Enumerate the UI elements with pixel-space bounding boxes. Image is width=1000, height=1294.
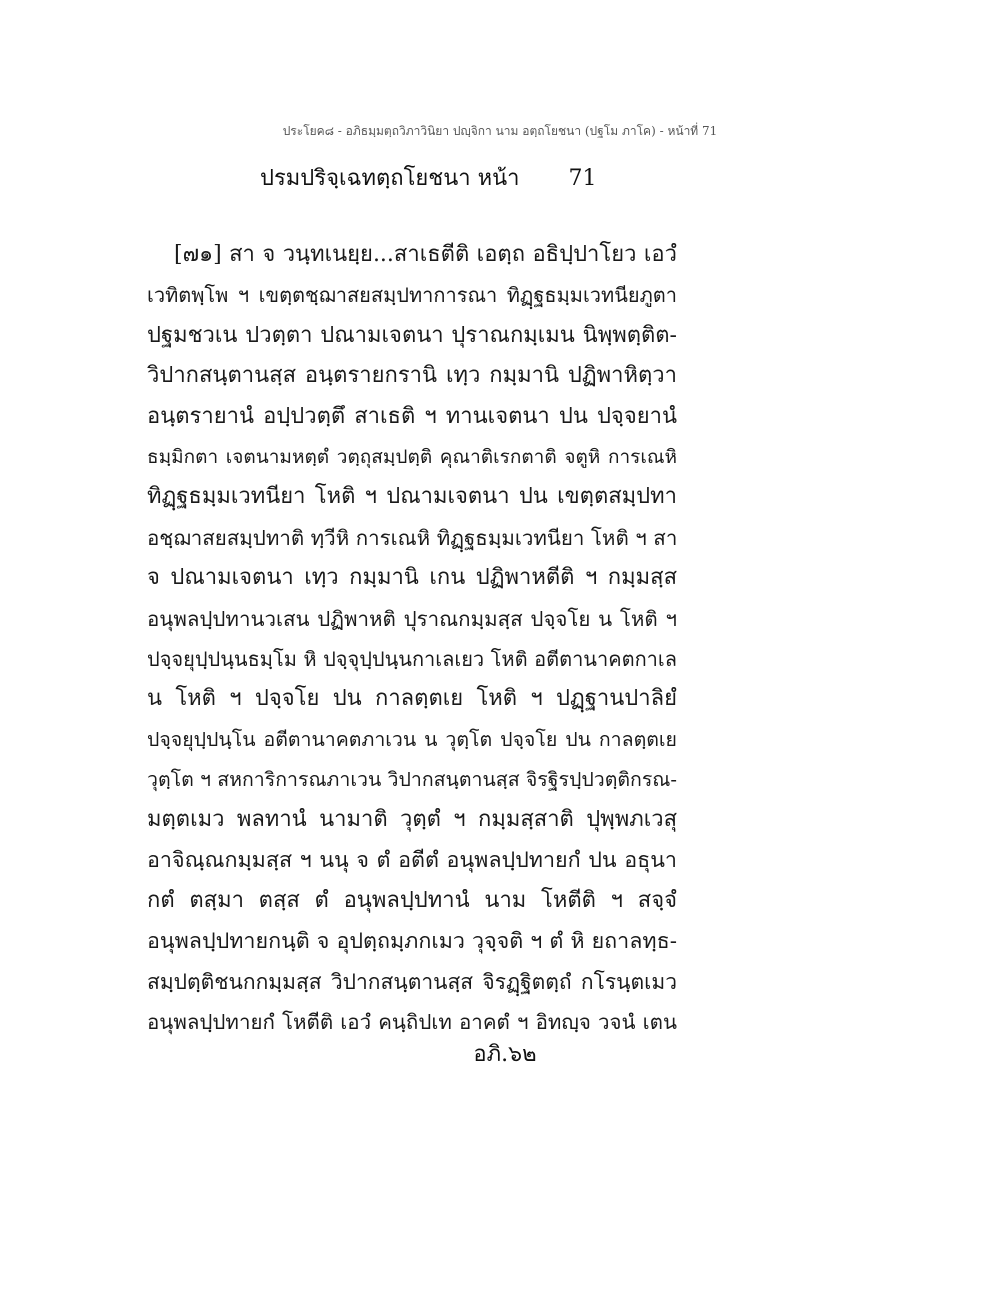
body-text [147,235,677,1043]
text-line: อนุพลปฺปทายกนฺติ จ อุปตฺถมฺภกเมว วุจฺจติ ฯ ตํ หิ ยถาลทฺธ- [147,928,677,954]
text-line: เวทิตพฺโพ ฯ เขตฺตชฺฌาสยสมฺปทาการณา ทิฏฺฐธมฺมเวทนียภูตา [147,283,677,308]
text-line: วุตฺโต ฯ สหการิการณภาเวน วิปากสนฺตานสฺส จิรฐิรปฺปวตฺติกรณ- [147,768,677,792]
text-line: จ ปณามเจตนา เทฺว กมฺมานิ เกน ปฏิพาหตีติ ฯ กมฺมสฺส [147,565,677,591]
text-line: อาจิณฺณกมฺมสฺส ฯ นนุ จ ตํ อตีตํ อนุพลปฺปทายกํ ปน อธุนา [147,847,677,873]
text-line: ปจฺจยุปฺปนฺโน อตีตานาคตภาเวน น วุตฺโต ปจฺจโย ปน กาลตฺตเย [147,727,677,751]
text-line: สมฺปตฺติชนกกมฺมสฺส วิปากสนฺตานสฺส จิรฏฺฐิตตฺถํ กโรนฺตเมว [147,970,677,995]
text-line: อนุพลปฺปทายกํ โหตีติ เอวํ คนฺถิปเท อาคตํ ฯ อิทญฺจ วจนํ เตน [147,1010,677,1035]
text-line: น โหติ ฯ ปจฺจโย ปน กาลตฺตเย โหติ ฯ ปฏฺฐานปาลิยํ [147,686,677,712]
text-line: อนุพลปฺปทานวเสน ปฏิพาหติ ปุราณกมฺมสฺส ปจฺจโย น โหติ ฯ [147,606,677,631]
text-line: กตํ ตสฺมา ตสฺส ตํ อนุพลปฺปทานํ นาม โหตีติ ฯ สจฺจํ [147,888,677,914]
text-line: วิปากสนฺตานสฺส อนฺตรายกรานิ เทฺว กมฺมานิ ปฏิพาหิตฺวา [147,363,677,389]
text-line: ทิฏฺฐธมฺมเวทนียา โหติ ฯ ปณามเจตนา ปน เขตฺตสมฺปทา [147,484,677,510]
running-header: ประโยค๘ - อภิธมฺมตฺถวิภาวินิยา ปญฺจิกา นาม อตฺถโยชนา (ปฐโม ภาโค) - หน้าที่ 71 [282,124,718,138]
text-line: อชฺฌาสยสมฺปทาติ ทฺวีหิ การเณหิ ทิฏฺฐธมฺมเวทนียา โหติ ฯ สา [147,525,678,550]
section-title: ปรมปริจฺเฉทตฺถโยชนา หน้า [260,166,520,191]
page-number: 71 [568,166,597,191]
text-line: ปจฺจยุปฺปนฺนธมฺโม หิ ปจฺจุปฺปนฺนกาเลเยว โหติ อตีตานาคตกาเล [147,646,677,671]
text-line: ธมฺมิกตา เจตนามหตฺตํ วตฺถุสมฺปตฺติ คุณาติเรกตาติ จตูหิ การเณหิ [147,445,677,468]
footer-signature: อภิ.๖๒ [473,1042,537,1067]
text-line: ปฐมชวเน ปวตฺตา ปณามเจตนา ปุราณกมฺเมน นิพฺพตฺติต- [147,322,677,348]
text-line: อนฺตรายานํ อปฺปวตฺตึ สาเธติ ฯ ทานเจตนา ปน ปจฺจยานํ [147,403,677,429]
section-header [260,160,597,195]
text-line: มตฺตเมว พลทานํ นามาติ วุตฺตํ ฯ กมฺมสฺสาติ ปุพฺพภเวสุ [147,807,677,833]
text-line: [๗๑] สา จ วนฺทเนยฺย...สาเธตีติ เอตฺถ อธิปฺปาโยว เอวํ [174,242,677,267]
